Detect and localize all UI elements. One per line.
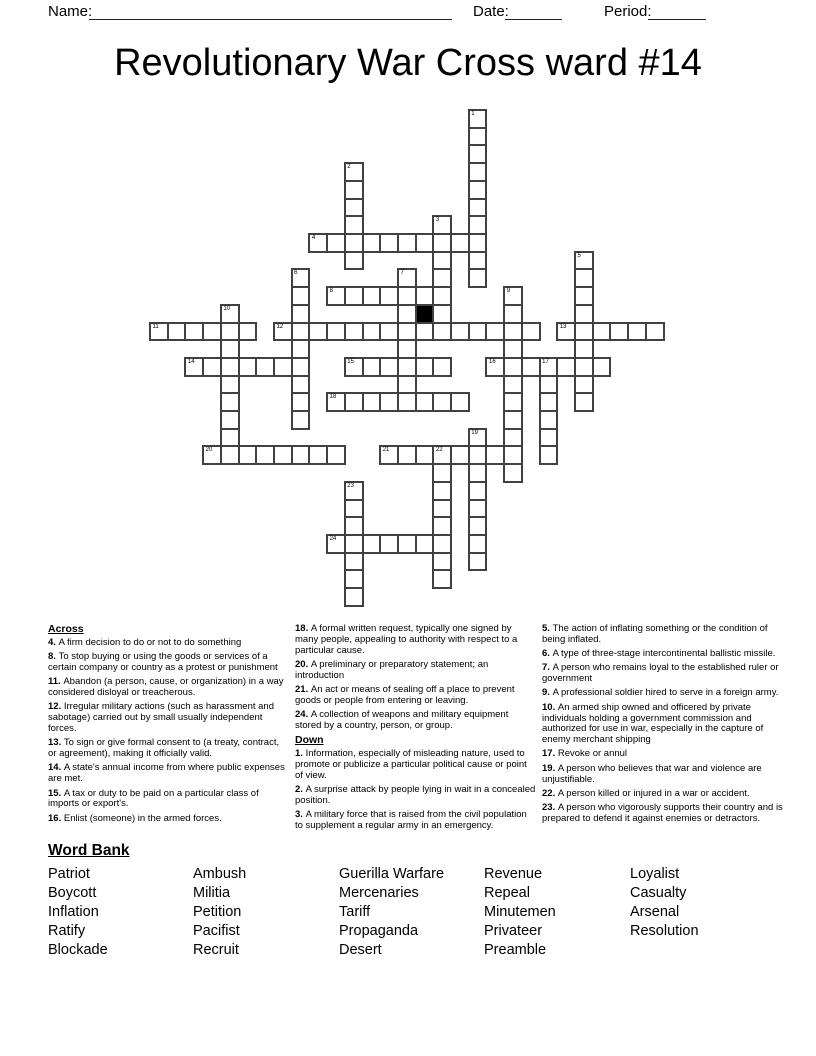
clue-8: 8. To stop buying or using the goods or services of a certain company or country as a protest or punishment [48,651,278,674]
clue-number: 2 [347,164,351,171]
clue-number: 19 [471,429,478,436]
word-bank-item: Pacifist [193,923,240,939]
word-bank-item: Boycott [48,885,97,901]
clue-17: 17. Revoke or annul [542,748,628,760]
clue-24: 24. A collection of weapons and military equipment stored by a country, person, or group. [295,709,509,731]
across-header: Across [48,623,84,635]
word-bank-item: Petition [193,904,242,920]
clue-column-2 [295,624,536,835]
grid-cell[interactable] [468,552,488,572]
clue-number: 15 [347,358,354,365]
clue-22: 22. A person killed or injured in a war or accident. [542,787,750,799]
clue-19: 19. A person who believes that war and violence are unjustifiable. [542,762,762,785]
word-bank-item: Desert [339,942,382,958]
clue-number: 4 [311,234,316,241]
name-label: Name: [48,3,93,20]
clue-number: 6 [294,270,298,277]
clue-11: 11. Abandon (a person, cause, or organization) in a way considered disloyal or treacherous. [48,676,284,699]
word-bank-column-5 [630,865,780,960]
clue-number: 20 [205,447,213,454]
grid-cell[interactable] [485,445,505,465]
grid-cell[interactable] [273,357,293,377]
word-bank-columns [48,865,788,960]
clue-2: 2. A surprise attack by people lying in wait in a concealed position. [295,784,536,806]
clue-12: 12. Irregular military actions (such as harassment and sabotage) carried out by small usually independent forces. [48,701,275,735]
blocked-cell [415,304,435,324]
grid-cell[interactable] [503,463,523,483]
clue-number: 24 [329,536,337,543]
grid-cell[interactable] [291,410,311,430]
word-bank-item: Arsenal [630,904,680,920]
word-bank-item: Patriot [48,866,90,882]
clue-number: 16 [488,358,496,365]
grid-cell[interactable] [202,322,222,342]
grid-cell[interactable] [592,357,612,377]
clue-number: 23 [347,482,354,489]
clue-number: 8 [329,288,333,295]
word-bank-item: Guerilla Warfare [339,866,445,882]
clue-number: 21 [382,447,390,454]
clue-number: 9 [506,288,511,295]
clue-number: 5 [577,252,581,259]
grid-cell[interactable] [326,445,346,465]
clue-15: 15. A tax or duty to be paid on a particular class of imports or export's. [48,787,259,810]
clue-10: 10. An armed ship owned and officered by private individuals holding a government commission and authorized for use in war, especially in the capture of enemy merchant shipping [542,701,764,746]
clue-20: 20. A preliminary or preparatory statement; an introduction [295,658,489,681]
clue-number: 10 [223,305,231,312]
word-bank-item: Propaganda [339,923,419,939]
page-title: Revolutionary War Cross ward #14 [114,42,702,84]
grid-cell[interactable] [273,322,293,342]
grid-cell[interactable] [450,445,470,465]
word-bank-title: Word Bank [48,842,130,859]
clue-9: 9. A professional soldier hired to serve in a foreign army. [542,687,779,699]
word-bank-column-1 [48,865,193,960]
grid-cell[interactable] [344,251,364,271]
word-bank-item: Revenue [484,866,543,882]
grid-cell[interactable] [379,286,399,306]
grid-cell[interactable] [326,233,346,253]
clue-6: 6. A type of three-stage intercontinental ballistic missile. [542,648,776,660]
grid-cell[interactable] [415,322,435,342]
grid-cell[interactable] [574,392,594,412]
clue-number: 18 [329,394,337,401]
grid-cell[interactable] [202,357,222,377]
clue-23: 23. A person who vigorously supports their country and is prepared to defend it against enemies or detractors. [542,802,783,824]
word-bank-item: Blockade [48,942,108,958]
word-bank-item: Repeal [484,885,530,901]
clue-21: 21. An act or means of sealing off a place to prevent goods or people from entering or leaving. [295,683,515,706]
word-bank-item: Militia [193,885,231,901]
word-bank-item: Preamble [484,942,547,958]
clue-number: 14 [187,358,195,365]
clue-3: 3. A military force that is raised from the civil population to supplement a regular army in an emergency. [295,809,527,831]
clue-number: 7 [400,270,404,277]
clue-number: 1 [471,111,475,117]
grid-cell[interactable] [415,534,435,554]
clue-14: 14. A state's annual income from where public expenses are met. [48,762,285,785]
word-bank-item: Ambush [193,866,247,882]
clue-7: 7. A person who remains loyal to the established ruler or government [542,662,779,685]
word-bank-column-3 [339,865,484,960]
grid-cell[interactable] [344,587,364,607]
word-bank-item: Recruit [193,942,239,958]
grid-cell[interactable] [415,233,435,253]
word-bank-column-4 [484,865,630,960]
grid-cell[interactable] [521,322,541,342]
word-bank-column-2 [193,865,339,960]
grid-cell[interactable] [485,357,505,377]
clue-13: 13. To sign or give formal consent to (a treaty, contract, or agreement), making it officially valid. [48,737,280,760]
word-bank-item: Resolution [630,923,699,939]
grid-cell[interactable] [556,322,576,342]
grid-cell[interactable] [539,445,559,465]
word-bank-item: Inflation [48,904,99,920]
grid-cell[interactable] [238,322,258,342]
word-bank [48,842,788,960]
clue-number: 17 [542,358,549,365]
word-bank-item: Casualty [630,885,687,901]
clue-number: 12 [276,323,284,330]
clue-column-3 [542,624,783,835]
word-bank-item: Mercenaries [339,885,419,901]
down-header: Down [295,734,324,747]
clue-column-1 [48,624,289,835]
grid-cell[interactable] [432,357,452,377]
grid-cell[interactable] [326,534,346,554]
grid-cell[interactable] [485,322,505,342]
grid-cell[interactable] [450,392,470,412]
grid-cell[interactable] [432,569,452,589]
clue-16: 16. Enlist (someone) in the armed forces. [48,812,222,824]
clue-number: 11 [152,323,159,330]
grid-cell[interactable] [556,357,576,377]
grid-cell[interactable] [468,268,488,288]
grid-cell[interactable] [450,233,470,253]
word-bank-item: Ratify [48,923,86,939]
clues-section [48,624,785,835]
word-bank-item: Loyalist [630,866,680,882]
clue-4: 4. A firm decision to do or not to do something [48,637,242,648]
period-label: Period: [604,3,652,20]
clue-1: 1. Information, especially of misleading nature, used to promote or publicize a particular political cause or point of view. [295,748,527,781]
clue-18: 18. A formal written request, typically one signed by many people, appealing to authority with respect to a particular cause. [295,623,518,656]
grid-cell[interactable] [379,357,399,377]
clue-number: 13 [559,323,567,330]
clue-number: 22 [435,447,443,454]
grid-cell[interactable] [379,322,399,342]
clue-number: 3 [435,217,440,224]
grid-cell[interactable] [645,322,665,342]
clue-5: 5. The action of inflating something or the condition of being inflated. [542,623,768,645]
grid-cell[interactable] [202,445,222,465]
word-bank-item: Privateer [484,923,543,939]
word-bank-item: Minutemen [484,904,556,920]
date-label: Date: [473,3,509,20]
grid-cell[interactable] [379,392,399,412]
word-bank-item: Tariff [339,904,371,920]
